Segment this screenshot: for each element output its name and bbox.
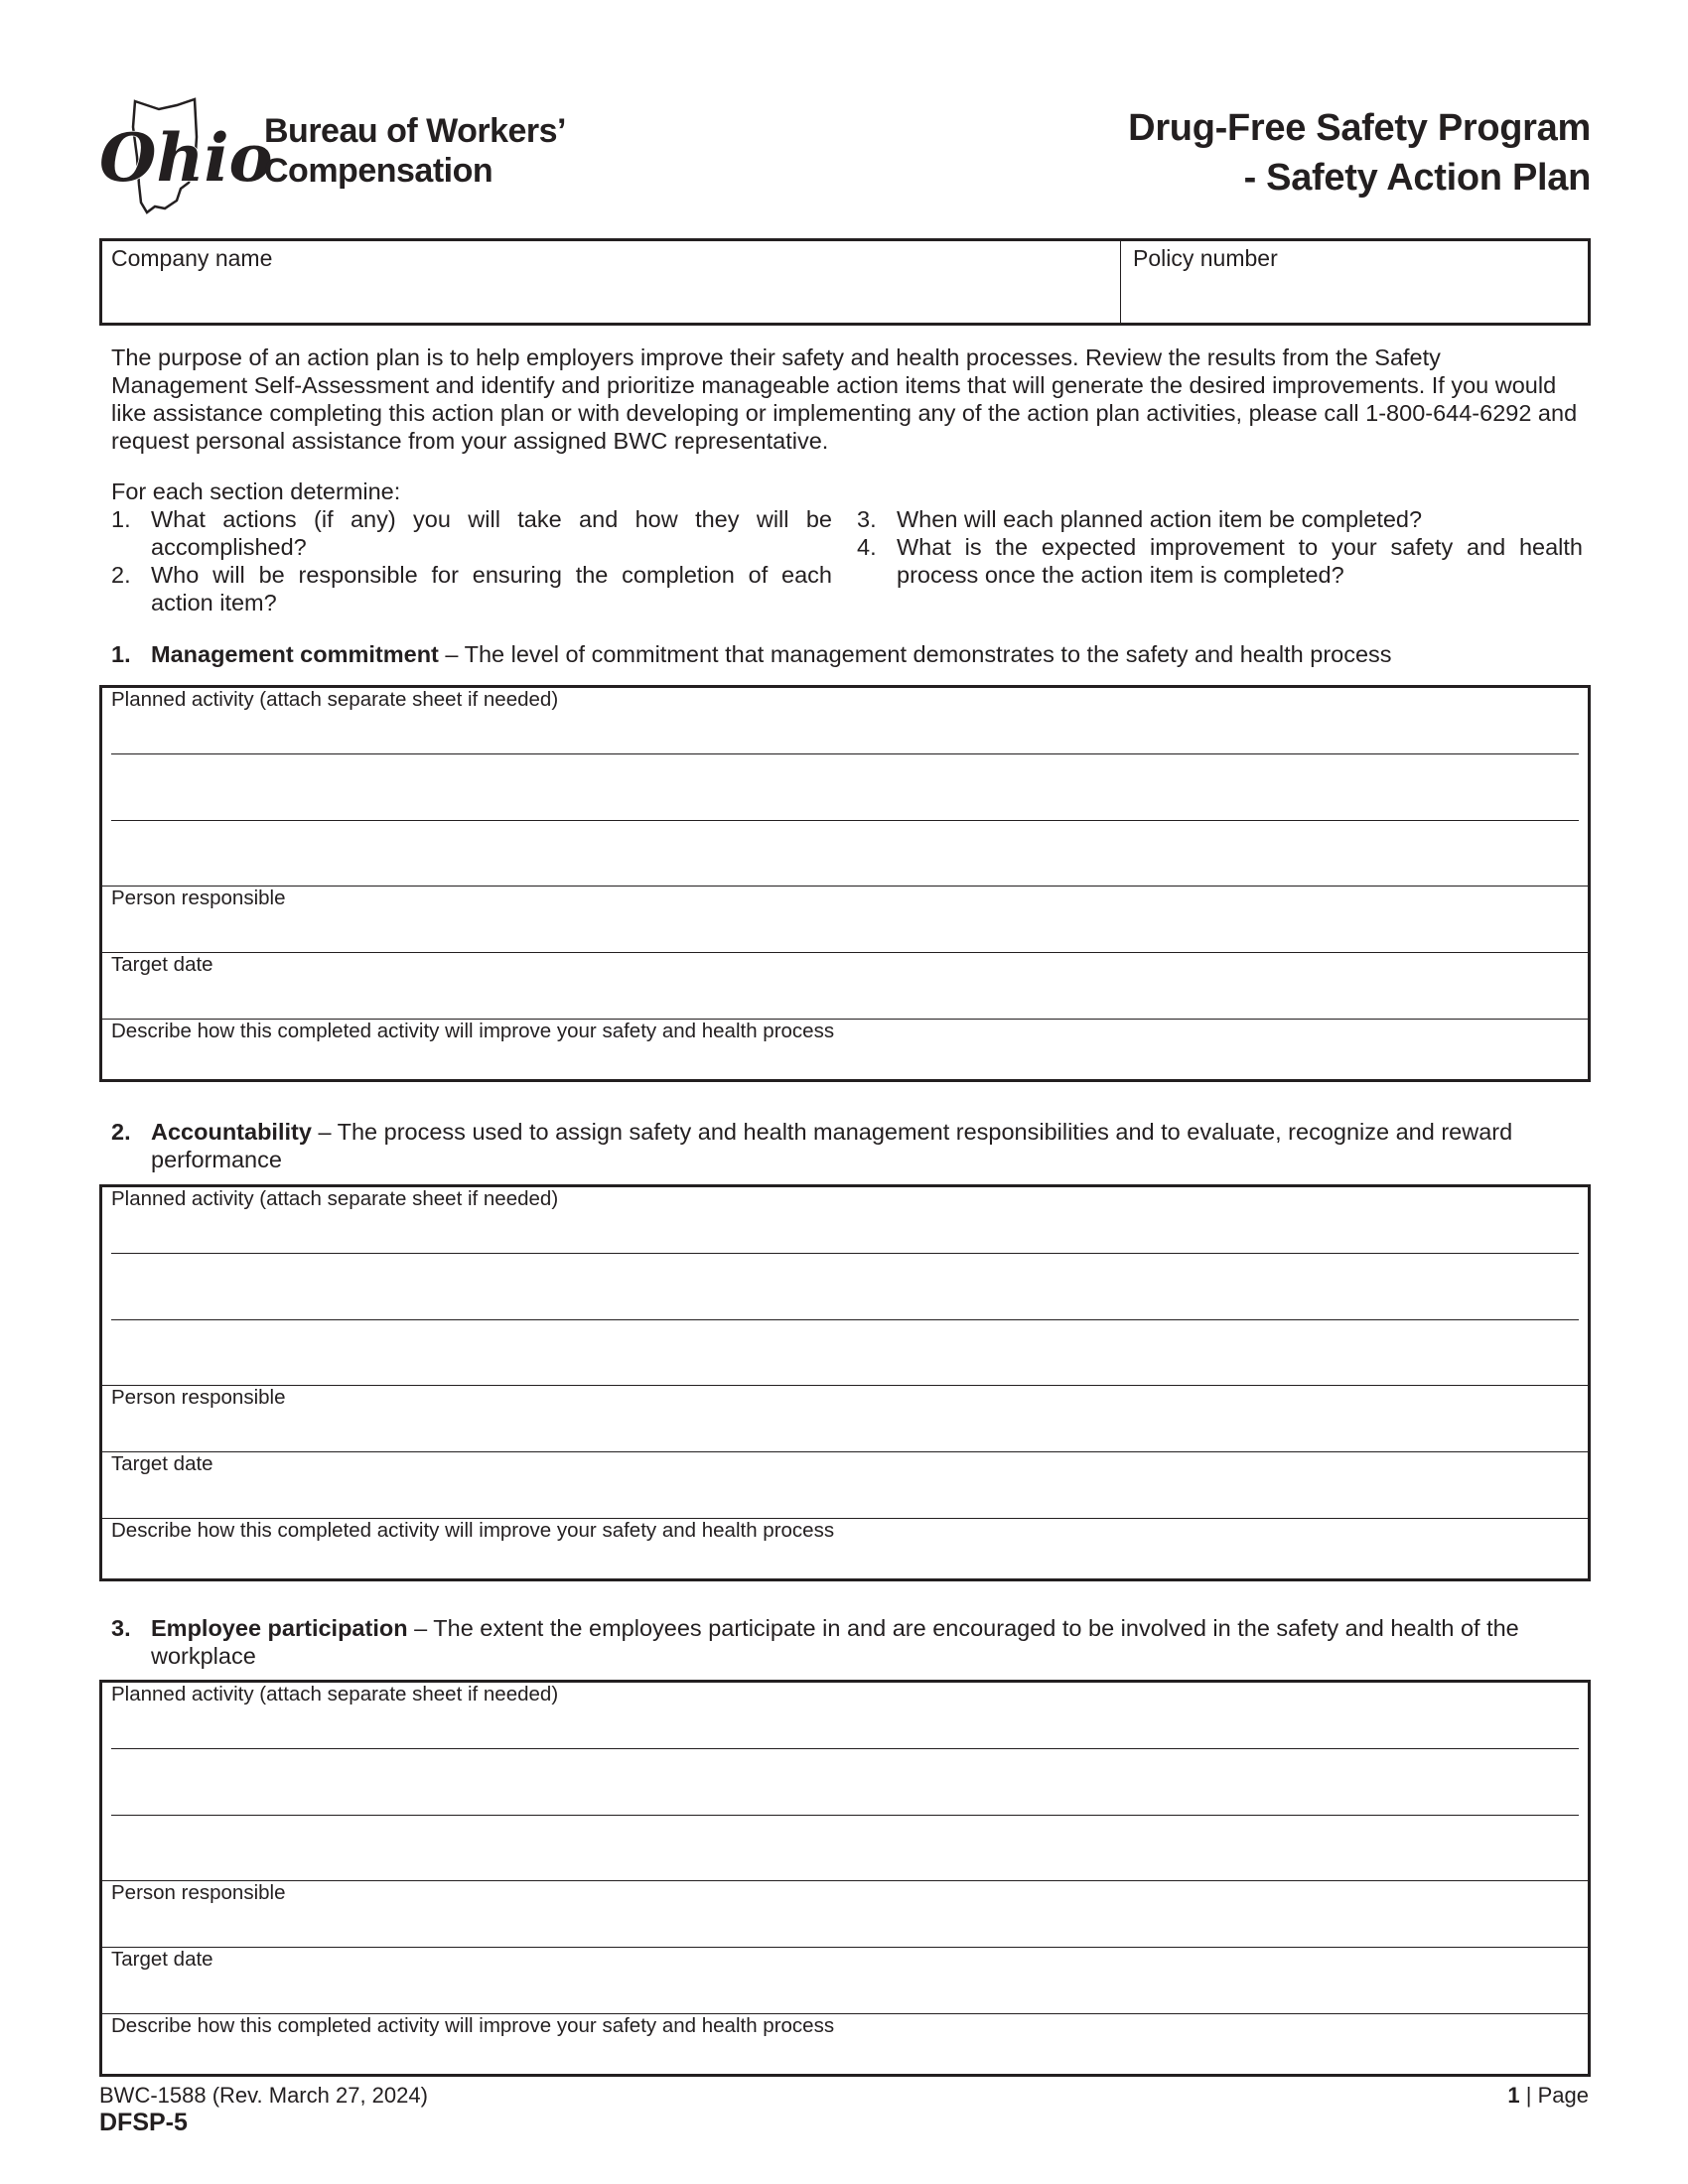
target-date-field[interactable] bbox=[111, 1476, 1579, 1515]
page-label: Page bbox=[1537, 2083, 1589, 2108]
section-form-accountability bbox=[99, 1184, 1591, 1581]
planned-activity-row bbox=[102, 688, 1588, 887]
question-number: 4. bbox=[857, 534, 877, 560]
planned-activity-label: Planned activity (attach separate sheet if needed) bbox=[111, 1683, 559, 1706]
planned-activity-field[interactable] bbox=[111, 712, 1579, 883]
ohio-bwc-logo bbox=[97, 97, 273, 216]
describe-improvement-row bbox=[102, 2014, 1588, 2074]
target-date-field[interactable] bbox=[111, 1972, 1579, 2010]
target-date-label: Target date bbox=[111, 1452, 213, 1475]
intro-paragraph: The purpose of an action plan is to help employers improve their safety and health processes. Review the results from the Safety Management Self-Assessment and identify and prioritize manageable action items that will generate the desired improvements. If you would like assistance completing this action plan or with developing or implementing any of the action plan activities, please call 1-800-644-6292 and request personal assistance from your assigned BWC representative. bbox=[111, 344, 1578, 454]
describe-improvement-row bbox=[102, 1519, 1588, 1578]
person-responsible-row bbox=[102, 887, 1588, 953]
person-responsible-label: Person responsible bbox=[111, 1881, 286, 1904]
describe-improvement-label: Describe how this completed activity will improve your safety and health process bbox=[111, 1020, 835, 1042]
section-form-management-commitment bbox=[99, 685, 1591, 1082]
target-date-row bbox=[102, 1948, 1588, 2014]
target-date-row bbox=[102, 953, 1588, 1020]
section-title: Accountability bbox=[151, 1119, 312, 1145]
section-number: 3. bbox=[111, 1615, 131, 1641]
section-description: – The process used to assign safety and health management responsibilities and to evaluate, recognize and reward performance bbox=[151, 1119, 1513, 1172]
form-id: BWC-1588 (Rev. March 27, 2024) bbox=[99, 2083, 428, 2108]
person-responsible-row bbox=[102, 1386, 1588, 1452]
organization-name bbox=[264, 111, 566, 191]
divider bbox=[1120, 241, 1121, 323]
question-item bbox=[857, 533, 1583, 589]
writing-line bbox=[111, 1815, 1579, 1816]
target-date-label: Target date bbox=[111, 953, 213, 976]
section-description: – The extent the employees participate in and are encouraged to be involved in the safety and health of the workplace bbox=[151, 1615, 1519, 1669]
page-number: 1 bbox=[1507, 2083, 1520, 2108]
describe-improvement-label: Describe how this completed activity will improve your safety and health process bbox=[111, 2014, 835, 2037]
org-line-2: Compensation bbox=[264, 152, 493, 190]
questions-left-column bbox=[111, 505, 832, 616]
person-responsible-row bbox=[102, 1881, 1588, 1948]
company-name-field[interactable] bbox=[111, 271, 1111, 319]
question-item bbox=[111, 505, 832, 561]
target-date-row bbox=[102, 1452, 1588, 1519]
section-title: Employee participation bbox=[151, 1615, 408, 1641]
section-heading-accountability bbox=[111, 1118, 1583, 1173]
section-description: – The level of commitment that management demonstrates to the safety and health process bbox=[438, 641, 1392, 667]
svg-text:Ohio: Ohio bbox=[99, 119, 273, 197]
question-item bbox=[111, 561, 832, 616]
question-item bbox=[857, 505, 1583, 533]
question-number: 1. bbox=[111, 506, 131, 532]
section-number: 2. bbox=[111, 1119, 131, 1145]
section-form-employee-participation bbox=[99, 1680, 1591, 2077]
planned-activity-label: Planned activity (attach separate sheet if needed) bbox=[111, 1187, 559, 1210]
planned-activity-row bbox=[102, 1683, 1588, 1881]
person-responsible-label: Person responsible bbox=[111, 887, 286, 909]
writing-line bbox=[111, 753, 1579, 754]
target-date-label: Target date bbox=[111, 1948, 213, 1971]
question-number: 3. bbox=[857, 506, 877, 532]
question-text: Who will be responsible for ensuring the completion of each action item? bbox=[151, 562, 832, 615]
person-responsible-field[interactable] bbox=[111, 1410, 1579, 1448]
person-responsible-label: Person responsible bbox=[111, 1386, 286, 1409]
person-responsible-field[interactable] bbox=[111, 1905, 1579, 1944]
planned-activity-field[interactable] bbox=[111, 1211, 1579, 1382]
describe-improvement-field[interactable] bbox=[111, 1043, 1579, 1075]
planned-activity-field[interactable] bbox=[111, 1706, 1579, 1877]
question-number: 2. bbox=[111, 562, 131, 588]
writing-line bbox=[111, 820, 1579, 821]
describe-improvement-field[interactable] bbox=[111, 2038, 1579, 2070]
org-line-1: Bureau of Workers’ bbox=[264, 112, 567, 150]
policy-number-label: Policy number bbox=[1133, 245, 1278, 271]
person-responsible-field[interactable] bbox=[111, 910, 1579, 949]
describe-improvement-label: Describe how this completed activity will improve your safety and health process bbox=[111, 1519, 835, 1542]
question-text: What is the expected improvement to your safety and health process once the action item is completed? bbox=[897, 534, 1583, 588]
title-line-2: - Safety Action Plan bbox=[1243, 157, 1591, 199]
planned-activity-label: Planned activity (attach separate sheet if needed) bbox=[111, 688, 559, 711]
title-line-1: Drug-Free Safety Program bbox=[1128, 107, 1591, 149]
question-text: When will each planned action item be completed? bbox=[897, 506, 1423, 532]
target-date-field[interactable] bbox=[111, 977, 1579, 1016]
section-heading-employee-participation bbox=[111, 1614, 1583, 1670]
section-number: 1. bbox=[111, 641, 131, 667]
determine-heading: For each section determine: bbox=[111, 478, 401, 504]
page-separator: | bbox=[1519, 2083, 1538, 2108]
page-indicator bbox=[1507, 2083, 1589, 2109]
section-title: Management commitment bbox=[151, 641, 439, 667]
ohio-state-outline-icon bbox=[97, 97, 273, 216]
form-code: DFSP-5 bbox=[99, 2109, 188, 2136]
form-title bbox=[1128, 103, 1591, 203]
company-info-box bbox=[99, 238, 1591, 326]
policy-number-field[interactable] bbox=[1133, 271, 1579, 319]
question-text: What actions (if any) you will take and how they will be accomplished? bbox=[151, 506, 832, 560]
section-heading-management-commitment bbox=[111, 640, 1583, 668]
writing-line bbox=[111, 1253, 1579, 1254]
planned-activity-row bbox=[102, 1187, 1588, 1386]
describe-improvement-field[interactable] bbox=[111, 1543, 1579, 1574]
writing-line bbox=[111, 1748, 1579, 1749]
describe-improvement-row bbox=[102, 1020, 1588, 1079]
writing-line bbox=[111, 1319, 1579, 1320]
company-name-label: Company name bbox=[111, 245, 273, 271]
questions-right-column bbox=[857, 505, 1583, 589]
